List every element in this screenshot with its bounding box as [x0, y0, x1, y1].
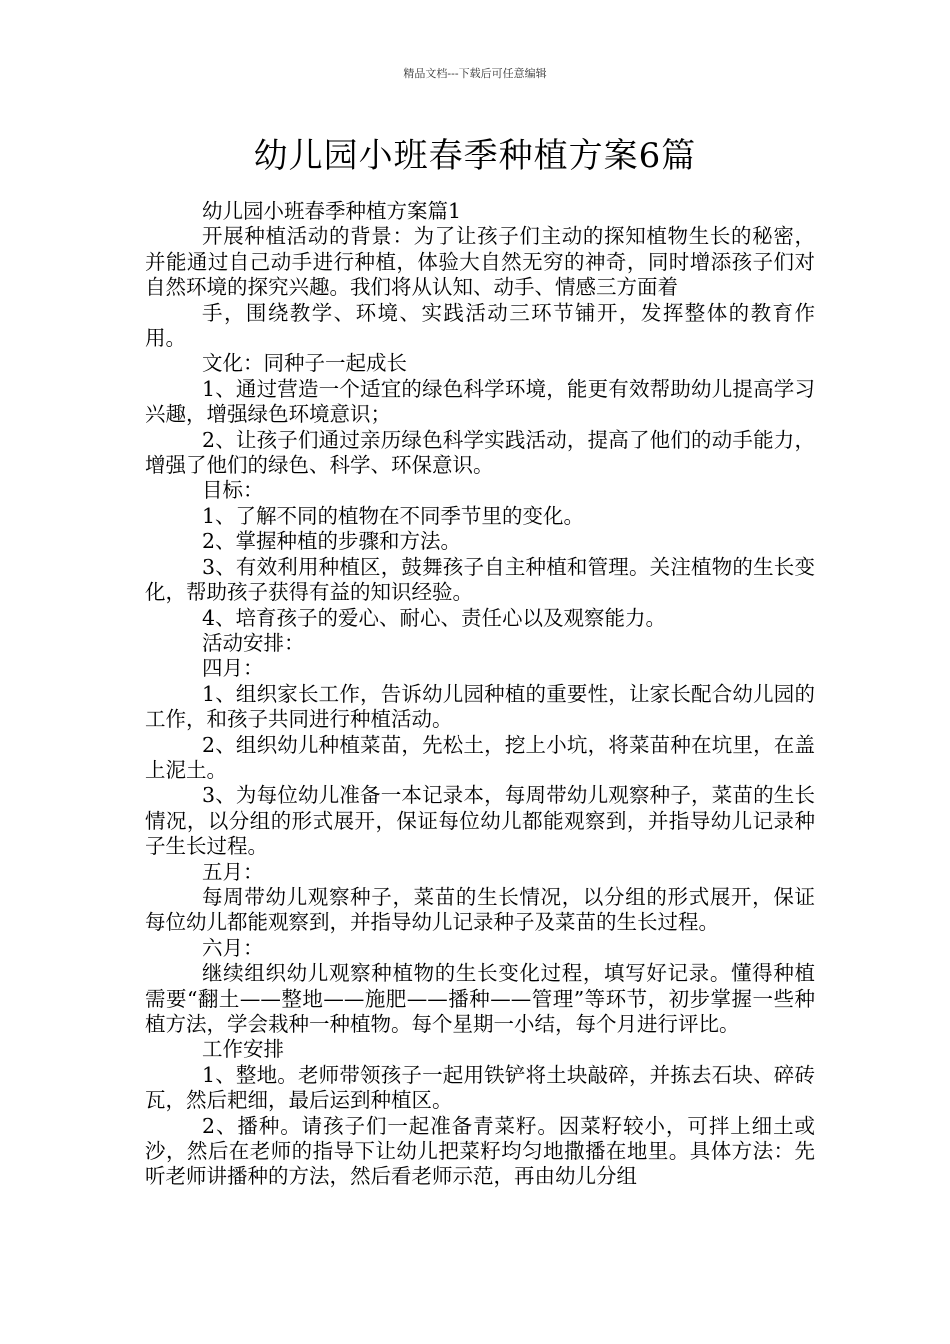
paragraph: 六月： — [202, 935, 264, 960]
section-heading: 幼儿园小班春季种植方案篇1 — [202, 199, 462, 223]
paragraph: 目标： — [202, 478, 264, 503]
paragraph: 2、掌握种植的步骤和方法。 — [202, 529, 462, 554]
paragraph: 1、整地。老师带领孩子一起用铁铲将土块敲碎，并拣去石块、碎砖瓦，然后耙细，最后运到种植区。 — [145, 1062, 815, 1113]
paragraph: 3、为每位幼儿准备一本记录本，每周带幼儿观察种子，菜苗的生长情况，以分组的形式展开，保证每位幼儿都能观察到，并指导幼儿记录种子生长过程。 — [145, 783, 815, 859]
paragraph: 五月： — [202, 859, 264, 884]
paragraph: 手，围绕教学、环境、实践活动三环节铺开，发挥整体的教育作用。 — [145, 300, 815, 351]
paragraph: 3、有效利用种植区，鼓舞孩子自主种植和管理。关注植物的生长变化，帮助孩子获得有益的知识经验。 — [145, 554, 815, 605]
paragraph: 1、了解不同的植物在不同季节里的变化。 — [202, 503, 585, 528]
document-body — [145, 199, 815, 1190]
document-title: 幼儿园小班春季种植方案6篇 — [253, 136, 697, 176]
paragraph: 开展种植活动的背景：为了让孩子们主动的探知植物生长的秘密，并能通过自己动手进行种植，体验大自然无穷的神奇，同时增添孩子们对自然环境的探究兴趣。我们将从认知、动手、情感三方面着 — [145, 224, 815, 300]
page-header: 精品文档---下载后可任意编辑 — [403, 67, 547, 80]
paragraph: 2、让孩子们通过亲历绿色科学实践活动，提高了他们的动手能力，增强了他们的绿色、科学、环保意识。 — [145, 427, 815, 478]
paragraph: 2、播种。请孩子们一起准备青菜籽。因菜籽较小，可拌上细土或沙，然后在老师的指导下让幼儿把菜籽均匀地撒播在地里。具体方法：先听老师讲播种的方法，然后看老师示范，再由幼儿分组 — [145, 1113, 815, 1189]
paragraph: 1、组织家长工作，告诉幼儿园种植的重要性，让家长配合幼儿园的工作，和孩子共同进行种植活动。 — [145, 681, 815, 732]
paragraph: 每周带幼儿观察种子，菜苗的生长情况，以分组的形式展开，保证每位幼儿都能观察到，并指导幼儿记录种子及菜苗的生长过程。 — [145, 884, 815, 935]
paragraph: 4、培育孩子的爱心、耐心、责任心以及观察能力。 — [202, 605, 667, 630]
paragraph: 1、通过营造一个适宜的绿色科学环境，能更有效帮助幼儿提高学习兴趣，增强绿色环境意识； — [145, 376, 815, 427]
paragraph: 继续组织幼儿观察种植物的生长变化过程，填写好记录。懂得种植需要“翻土——整地——施肥——播种——管理”等环节，初步掌握一些种植方法，学会栽种一种植物。每个星期一小结，每个月进行评比。 — [145, 961, 815, 1036]
paragraph: 工作安排 — [202, 1037, 284, 1062]
paragraph: 四月： — [202, 656, 264, 681]
paragraph: 活动安排： — [202, 630, 305, 655]
paragraph: 2、组织幼儿种植菜苗，先松土，挖上小坑，将菜苗种在坑里，在盖上泥土。 — [145, 732, 815, 782]
paragraph: 文化：同种子一起成长 — [202, 351, 407, 376]
